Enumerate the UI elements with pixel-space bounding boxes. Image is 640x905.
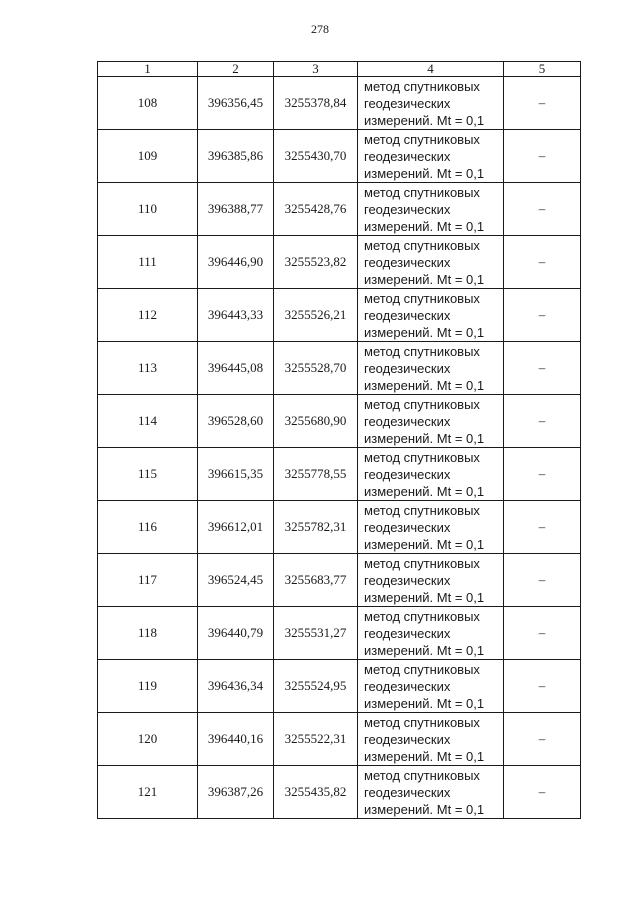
table-row (98, 77, 581, 130)
method-line: измерений. Mt = 0,1 (364, 377, 485, 393)
y-coordinate-cell: 3255782,31 (274, 501, 358, 554)
point-number-cell: 121 (98, 766, 198, 819)
method-line: измерений. Mt = 0,1 (364, 218, 485, 234)
method-cell (358, 660, 504, 713)
point-number-cell: 109 (98, 130, 198, 183)
point-number-cell: 120 (98, 713, 198, 766)
y-coordinate-cell: 3255523,82 (274, 236, 358, 289)
method-line: измерений. Mt = 0,1 (364, 324, 485, 340)
method-line: метод спутниковых (364, 714, 480, 730)
x-coordinate-cell: 396356,45 (198, 77, 274, 130)
y-coordinate-cell: 3255778,55 (274, 448, 358, 501)
note-cell: – (504, 130, 581, 183)
point-number-cell: 114 (98, 395, 198, 448)
x-coordinate-cell: 396436,34 (198, 660, 274, 713)
method-line: геодезических (364, 519, 451, 535)
x-coordinate-cell: 396443,33 (198, 289, 274, 342)
method-line: метод спутниковых (364, 184, 480, 200)
table-body (98, 77, 581, 819)
table-row (98, 554, 581, 607)
method-line: метод спутниковых (364, 767, 480, 783)
method-cell (358, 448, 504, 501)
point-number-cell: 111 (98, 236, 198, 289)
y-coordinate-cell: 3255683,77 (274, 554, 358, 607)
method-line: измерений. Mt = 0,1 (364, 801, 485, 817)
y-coordinate-cell: 3255435,82 (274, 766, 358, 819)
y-coordinate-cell: 3255526,21 (274, 289, 358, 342)
x-coordinate-cell: 396612,01 (198, 501, 274, 554)
y-coordinate-cell: 3255531,27 (274, 607, 358, 660)
y-coordinate-cell: 3255524,95 (274, 660, 358, 713)
point-number-cell: 115 (98, 448, 198, 501)
x-coordinate-cell: 396440,79 (198, 607, 274, 660)
method-cell (358, 342, 504, 395)
method-line: измерений. Mt = 0,1 (364, 589, 485, 605)
note-cell: – (504, 660, 581, 713)
note-cell: – (504, 448, 581, 501)
x-coordinate-cell: 396528,60 (198, 395, 274, 448)
point-number-cell: 112 (98, 289, 198, 342)
method-line: геодезических (364, 307, 451, 323)
method-line: метод спутниковых (364, 396, 480, 412)
table-row (98, 713, 581, 766)
note-cell: – (504, 766, 581, 819)
method-line: измерений. Mt = 0,1 (364, 165, 485, 181)
x-coordinate-cell: 396445,08 (198, 342, 274, 395)
y-coordinate-cell: 3255430,70 (274, 130, 358, 183)
point-number-cell: 118 (98, 607, 198, 660)
method-line: метод спутниковых (364, 290, 480, 306)
method-line: измерений. Mt = 0,1 (364, 430, 485, 446)
point-number-cell: 117 (98, 554, 198, 607)
point-number-cell: 108 (98, 77, 198, 130)
table-row (98, 289, 581, 342)
method-line: геодезических (364, 148, 451, 164)
method-line: метод спутниковых (364, 449, 480, 465)
method-line: метод спутниковых (364, 502, 480, 518)
x-coordinate-cell: 396387,26 (198, 766, 274, 819)
y-coordinate-cell: 3255522,31 (274, 713, 358, 766)
method-line: измерений. Mt = 0,1 (364, 271, 485, 287)
coordinates-table (97, 61, 581, 819)
method-line: геодезических (364, 201, 451, 217)
x-coordinate-cell: 396524,45 (198, 554, 274, 607)
header-cell-3: 3 (274, 62, 358, 77)
method-line: измерений. Mt = 0,1 (364, 112, 485, 128)
method-cell (358, 713, 504, 766)
note-cell: – (504, 713, 581, 766)
x-coordinate-cell: 396440,16 (198, 713, 274, 766)
method-line: измерений. Mt = 0,1 (364, 695, 485, 711)
note-cell: – (504, 395, 581, 448)
method-line: геодезических (364, 413, 451, 429)
note-cell: – (504, 342, 581, 395)
header-cell-1: 1 (98, 62, 198, 77)
note-cell: – (504, 501, 581, 554)
method-cell (358, 766, 504, 819)
method-line: измерений. Mt = 0,1 (364, 536, 485, 552)
method-line: геодезических (364, 466, 451, 482)
method-line: метод спутниковых (364, 608, 480, 624)
method-line: геодезических (364, 784, 451, 800)
table-row (98, 501, 581, 554)
note-cell: – (504, 607, 581, 660)
method-line: метод спутниковых (364, 555, 480, 571)
header-cell-5: 5 (504, 62, 581, 77)
method-line: метод спутниковых (364, 131, 480, 147)
table-row (98, 342, 581, 395)
method-line: метод спутниковых (364, 78, 480, 94)
note-cell: – (504, 236, 581, 289)
method-cell (358, 607, 504, 660)
header-cell-4: 4 (358, 62, 504, 77)
y-coordinate-cell: 3255428,76 (274, 183, 358, 236)
method-cell (358, 236, 504, 289)
page-number: 278 (311, 22, 329, 36)
y-coordinate-cell: 3255378,84 (274, 77, 358, 130)
table-row (98, 660, 581, 713)
y-coordinate-cell: 3255680,90 (274, 395, 358, 448)
table-row (98, 448, 581, 501)
method-cell (358, 130, 504, 183)
method-line: метод спутниковых (364, 343, 480, 359)
method-line: измерений. Mt = 0,1 (364, 748, 485, 764)
method-line: геодезических (364, 360, 451, 376)
method-cell (358, 289, 504, 342)
header-cell-2: 2 (198, 62, 274, 77)
method-line: геодезических (364, 95, 451, 111)
note-cell: – (504, 554, 581, 607)
x-coordinate-cell: 396388,77 (198, 183, 274, 236)
point-number-cell: 113 (98, 342, 198, 395)
method-line: геодезических (364, 254, 451, 270)
table-row (98, 183, 581, 236)
y-coordinate-cell: 3255528,70 (274, 342, 358, 395)
method-line: измерений. Mt = 0,1 (364, 642, 485, 658)
method-cell (358, 554, 504, 607)
method-line: измерений. Mt = 0,1 (364, 483, 485, 499)
point-number-cell: 119 (98, 660, 198, 713)
table-row (98, 766, 581, 819)
table-row (98, 236, 581, 289)
x-coordinate-cell: 396615,35 (198, 448, 274, 501)
method-line: геодезических (364, 625, 451, 641)
point-number-cell: 116 (98, 501, 198, 554)
table-row (98, 395, 581, 448)
note-cell: – (504, 289, 581, 342)
point-number-cell: 110 (98, 183, 198, 236)
method-line: геодезических (364, 731, 451, 747)
x-coordinate-cell: 396446,90 (198, 236, 274, 289)
note-cell: – (504, 183, 581, 236)
method-cell (358, 501, 504, 554)
method-cell (358, 183, 504, 236)
method-cell (358, 77, 504, 130)
x-coordinate-cell: 396385,86 (198, 130, 274, 183)
method-cell (358, 395, 504, 448)
method-line: метод спутниковых (364, 237, 480, 253)
method-line: метод спутниковых (364, 661, 480, 677)
table-header-row (98, 62, 581, 77)
table-row (98, 607, 581, 660)
note-cell: – (504, 77, 581, 130)
method-line: геодезических (364, 678, 451, 694)
table-row (98, 130, 581, 183)
method-line: геодезических (364, 572, 451, 588)
